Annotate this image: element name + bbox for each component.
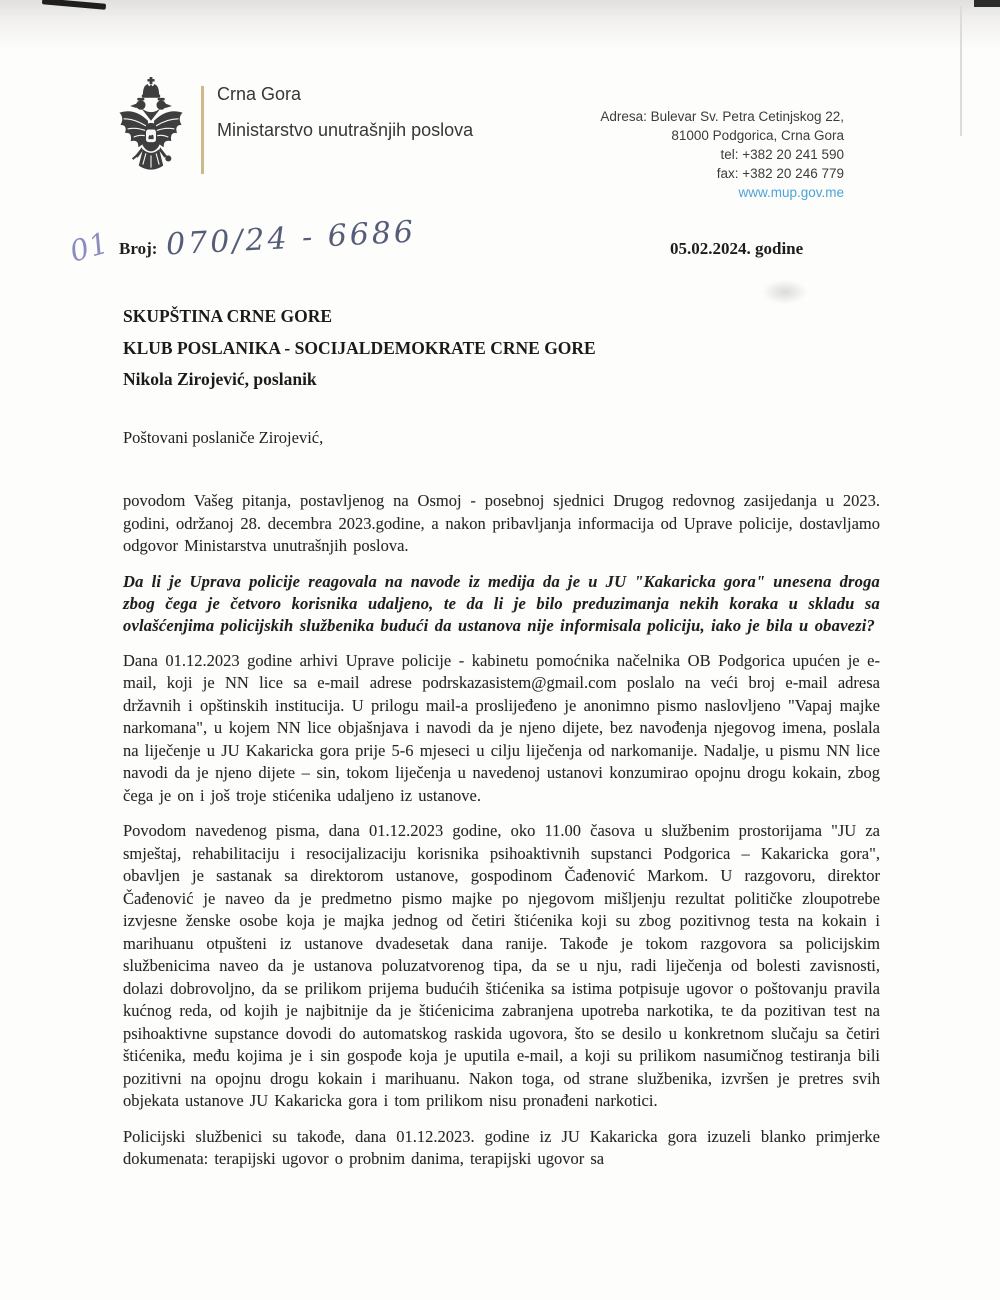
country-name: Crna Gora — [217, 84, 302, 104]
scan-streak — [960, 6, 962, 136]
paragraph-email-report: Dana 01.12.2023 godine arhivi Uprave policije - kabinetu pomoćnika načelnika OB Podgorica upućen je e-mail, koji je NN lice sa e-mail adrese podrskazasistem@gmail.com poslalo na veći broj e-mail adresa državnih i opštinskih institucija. U prilogu mail-a proslijeđeno je anonimno pismo naslovljeno "Vapaj majke narkomana", u kojem NN lice objašnjava i navodi da je njeno dijete, bez navođenja njegovog imena, poslala na liječenje u JU Kakaricka gora prije 5-6 mjeseci u cilju liječenja od narkomanije. Nadalje, u pismu NN lice navodi da je njeno dijete – sin, tokom liječenja u navedenoj ustanovi konzumirao opojnu drogu kokain, zbog čega je on i još troje stićenika udaljeno iz ustanove. — [123, 650, 880, 805]
recipient-club: KLUB POSLANIKA - SOCIJALDEMOKRATE CRNE GORE — [123, 337, 596, 358]
salutation: Poštovani poslaniče Zirojević, — [123, 428, 324, 447]
recipient-block — [123, 301, 596, 396]
handwritten-reference-number: 070/24 - 6686 — [165, 214, 417, 263]
recipient-institution: SKUPŠTINA CRNE GORE — [123, 306, 333, 326]
issuing-authority — [217, 84, 473, 141]
website-link[interactable]: www.mup.gov.me — [738, 185, 844, 200]
paragraph-meeting-report: Povodom navedenog pisma, dana 01.12.2023 godine, oko 11.00 časova u službenim prostorijama "JU za smještaj, rehabilitaciju i resocijalizaciju korisnika psihoaktivnih supstanci Podgorica – Kakaricka gora", obavljen je sastanak sa direktorom ustanove, gospodinom Čađenović Markom. U razgovoru, direktor Čađenović je naveo da je predmetno pismo majke po njegovom mišljenju rezultat političke zloupotrebe izvjesne ženske osobe koja je majka jednog od četiri štićenika koji su zbog pozitivnog testa na kokain i marihuanu otpušteni iz ustanove dvadesetak dana ranije. Takođe je tokom razgovora sa policijskim službenicima naveo da je ustanova poluzatvorenog tipa, da se u nju, radi liječenja od bolesti zavisnosti, dolazi dobrovoljno, da se prilikom prijema budućih štićenika sa istima potpisuje ugovor o poštovanju pravila kućnog reda, od kojih je najbitnije da je štićenicima zabranjena upotreba narkotika, te da pozitivan test na psihoaktivne supstance dovodi do automatskog raskida ugovora, što se desilo u konkretnom slučaju sa četiri štićenika, među kojima je i sin gospođe koja je uputila e-mail, a koji su prilikom nasumičnog testiranja bili pozitivni na opojnu drogu kokain i marihuanu. Nakon toga, od strane službenika, izvršen je pretres svih objekata ustanove JU Kakaricka gora i tom prilikom nisu pronađeni narkotici. — [123, 821, 880, 1110]
letter-body — [123, 490, 880, 1184]
ministry-name: Ministarstvo unutrašnjih poslova — [217, 120, 474, 140]
paragraph-question: Da li je Uprava policije reagovala na navode iz medija da je u JU "Kakaricka gora" unesena droga zbog čega je četvoro korisnika udaljeno, te da li je bilo preduzimanja nekih koraka u skladu sa ovlašćenjima policijskih službenika budući da ustanova nije informisala policiju, iako je bila u obavezi? — [123, 571, 880, 635]
address-line-2: 81000 Podgorica, Crna Gora — [671, 128, 844, 143]
scan-artifact-top-right — [974, 0, 1000, 7]
address-line-4: fax: +382 20 246 779 — [716, 166, 844, 181]
scan-artifact-top-left — [42, 0, 106, 10]
address-block — [600, 107, 844, 202]
reference-number-label: Broj: — [119, 239, 158, 258]
handwritten-mark: 01 — [66, 225, 113, 269]
address-line-1: Adresa: Bulevar Sv. Petra Cetinjskog 22, — [600, 109, 844, 124]
scan-shadow — [0, 0, 1000, 50]
address-line-3: tel: +382 20 241 590 — [720, 147, 844, 162]
scan-smudge — [762, 280, 808, 304]
recipient-person: Nikola Zirojević, poslanik — [123, 369, 317, 389]
header-divider — [201, 86, 204, 174]
paragraph-documents: Policijski službenici su takođe, dana 01.12.2023. godine iz JU Kakaricka gora izuzeli blanko primjerke dokumenata: terapijski ugovor o probnim danima, terapijski ugovor sa — [123, 1126, 880, 1168]
montenegro-coat-of-arms-icon — [114, 76, 188, 188]
document-date: 05.02.2024. godine — [670, 239, 804, 258]
paragraph-intro: povodom Vašeg pitanja, postavljenog na Osmoj - posebnoj sjednici Drugog redovnog zasijedanja u 2023. godini, održanoj 28. decembra 2023.godine, a nakon pribavljanja informacija od Uprave policije, dostavljamo odgovor Ministarstva unutrašnjih poslova. — [123, 491, 880, 555]
